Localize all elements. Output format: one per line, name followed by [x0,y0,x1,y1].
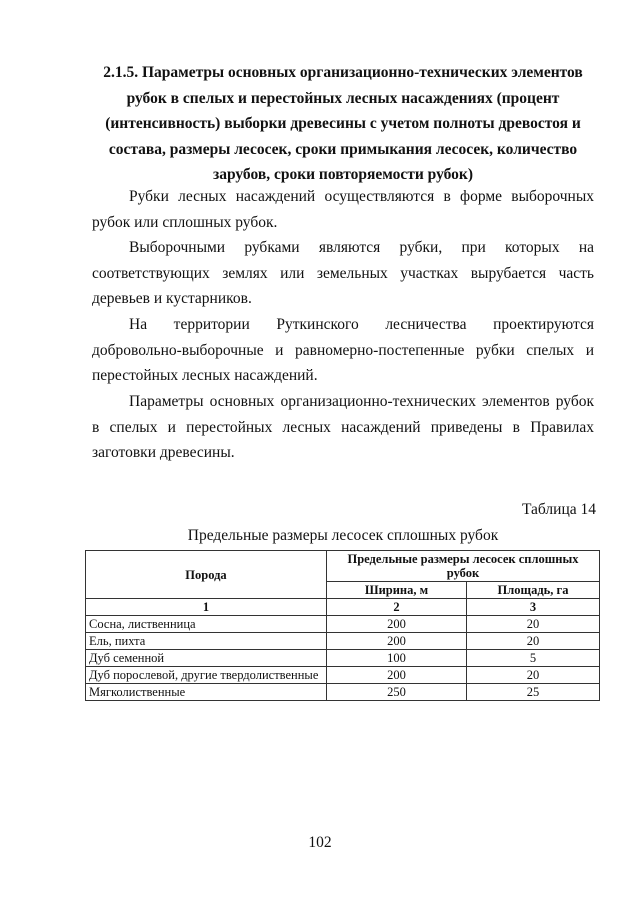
table-row [86,650,600,667]
header-width: Ширина, м [327,582,467,599]
paragraph-cutting-forms: Рубки лесных насаждений осуществляются в форме выборочных рубок или сплошных рубок. [92,188,594,231]
species-cell: Мягколиственные [86,684,327,701]
width-cell: 250 [327,684,467,701]
table-row [86,667,600,684]
width-cell: 100 [327,650,467,667]
table-header-row [86,551,600,582]
paragraph-parameters-reference: Параметры основных организационно-технических элементов рубок в спелых и перестойных лесных насаждений приведены в Правилах заготовки древесины. [92,393,594,461]
area-cell: 20 [467,616,600,633]
table-index-row [86,599,600,616]
paragraph-planned-cuttings: На территории Руткинского лесничества проектируются добровольно-выборочные и равномерно-постепенные рубки спелых и перестойных лесных насаждений. [92,316,594,384]
area-cell: 25 [467,684,600,701]
page-number: 102 [308,834,332,851]
header-area: Площадь, га [467,582,600,599]
table-row [86,633,600,650]
area-cell: 20 [467,633,600,650]
section-heading [92,60,594,188]
table-label: Таблица 14 [521,501,596,518]
species-cell: Дуб порослевой, другие твердолиственные [86,667,327,684]
table-caption: Предельные размеры лесосек сплошных рубок [187,527,499,544]
species-cell: Дуб семенной [86,650,327,667]
heading-line: 2.1.5. Параметры основных организационно-технических элементов [103,64,583,81]
heading-line: (интенсивность) выборки древесины с учетом полноты древостоя и [105,115,581,133]
area-cell: 20 [467,667,600,684]
width-cell: 200 [327,616,467,633]
index-cell: 1 [86,599,327,616]
species-cell: Ель, пихта [86,633,327,650]
width-cell: 200 [327,633,467,650]
heading-line: состава, размеры лесосек, сроки примыкания лесосек, количество [108,140,578,158]
index-cell: 2 [327,599,467,616]
area-cell: 5 [467,650,600,667]
table-row [86,684,600,701]
clearcut-limits-table [85,550,600,701]
heading-line: рубок в спелых и перестойных лесных насаждениях (процент [126,89,560,107]
index-cell: 3 [467,599,600,616]
paragraph-selective-definition: Выборочными рубками являются рубки, при которых на соответствующих землях или земельных участках вырубается часть деревьев и кустарников. [92,239,594,307]
width-cell: 200 [327,667,467,684]
species-cell: Сосна, лиственница [86,616,327,633]
table-row [86,616,600,633]
header-group: Предельные размеры лесосек сплошных рубок [327,551,600,582]
heading-line: зарубов, сроки повторяемости рубок) [212,166,474,184]
header-species: Порода [86,551,327,599]
